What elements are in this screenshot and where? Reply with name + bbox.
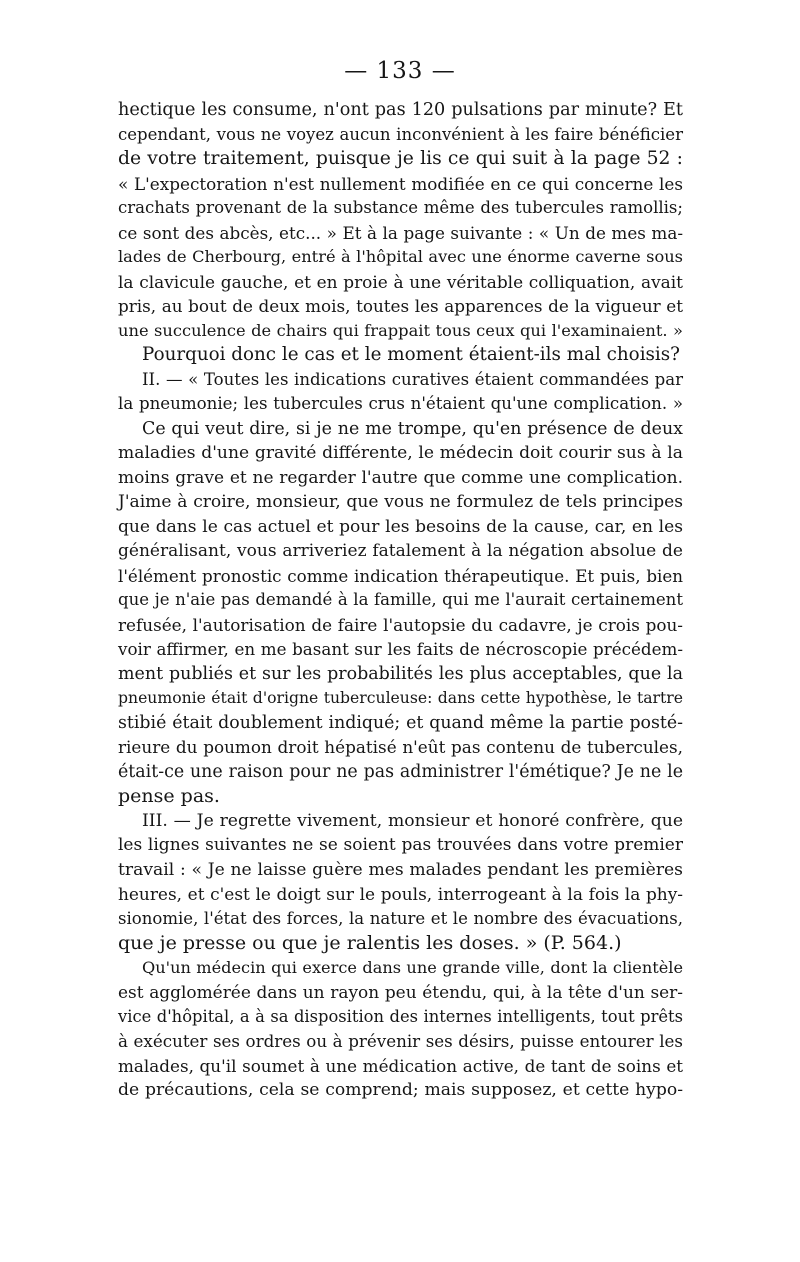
text-line: pense pas. [118, 785, 220, 807]
text-line: III. — Je regrette vivement, monsieur et honoré confrère, que [142, 810, 683, 831]
text-line: crachats provenant de la substance même des tubercules ramollis; [118, 198, 683, 217]
text-line: est agglomérée dans un rayon peu étendu, qui, à la tête d'un ser- [118, 982, 683, 1002]
text-line: lades de Cherbourg, entré à l'hôpital avec une énorme caverne sous [118, 247, 683, 266]
text-line: sionomie, l'état des forces, la nature et le nombre des évacuations, [118, 908, 683, 928]
text-line: travail : « Je ne laisse guère mes malades pendant les premières [118, 859, 683, 880]
text-line: à exécuter ses ordres ou à prévenir ses désirs, puisse entourer les [118, 1031, 683, 1051]
text-line: II. — « Toutes les indications curatives étaient commandées par [142, 369, 683, 389]
text-line: voir affirmer, en me basant sur les faits de nécroscopie précédem- [118, 639, 683, 659]
text-line: malades, qu'il soumet à une médication active, de tant de soins et [118, 1055, 683, 1076]
text-line: que je presse ou que je ralentis les doses. » (P. 564.) [118, 932, 622, 954]
text-line: de précautions, cela se comprend; mais supposez, et cette hypo- [118, 1080, 683, 1100]
text-line: Pourquoi donc le cas et le moment étaient-ils mal choisis? [142, 344, 680, 365]
text-line: rieure du poumon droit hépatisé n'eût pas contenu de tubercules, [118, 737, 683, 757]
body-text [118, 98, 683, 1103]
text-line: heures, et c'est le doigt sur le pouls, interrogeant à la fois la phy- [118, 884, 683, 904]
text-line: Qu'un médecin qui exerce dans une grande ville, dont la clientèle [142, 957, 683, 977]
text-line: Ce qui veut dire, si je ne me trompe, qu'en présence de deux [142, 418, 683, 439]
text-line: hectique les consume, n'ont pas 120 pulsations par minute? Et [118, 100, 683, 120]
text-line: « L'expectoration n'est nullement modifiée en ce qui concerne les [118, 173, 683, 194]
text-line: de votre traitement, puisque je lis ce qui suit à la page 52 : [118, 148, 683, 169]
text-line: moins grave et ne regarder l'autre que comme une complication. [118, 467, 683, 488]
text-line: pneumonie était d'origne tuberculeuse: dans cette hypothèse, le tartre [118, 688, 683, 707]
text-line: une succulence de chairs qui frappait tous ceux qui l'examinaient. » [118, 320, 683, 340]
text-line: J'aime à croire, monsieur, que vous ne formulez de tels principes [118, 492, 683, 512]
text-line: était-ce une raison pour ne pas administrer l'émétique? Je ne le [118, 761, 683, 782]
text-line: généralisant, vous arriveriez fatalement à la négation absolue de [118, 541, 683, 561]
text-line: maladies d'une gravité différente, le médecin doit courir sus à la [118, 443, 683, 463]
text-line: pris, au bout de deux mois, toutes les apparences de la vigueur et [118, 296, 683, 316]
text-line: la pneumonie; les tubercules crus n'étaient qu'une complication. » [118, 394, 683, 413]
text-line: que je n'aie pas demandé à la famille, qui me l'aurait certainement [118, 590, 683, 609]
text-line: cependant, vous ne voyez aucun inconvénient à les faire bénéficier [118, 124, 683, 144]
text-line: vice d'hôpital, a à sa disposition des internes intelligents, tout prêts [118, 1006, 683, 1026]
text-line: ce sont des abcès, etc... » Et à la page suivante : « Un de mes ma- [118, 222, 683, 243]
text-line: que dans le cas actuel et pour les besoins de la cause, car, en les [118, 516, 683, 537]
text-line: les lignes suivantes ne se soient pas trouvées dans votre premier [118, 835, 683, 855]
text-line: refusée, l'autorisation de faire l'autopsie du cadavre, je crois pou- [118, 614, 683, 635]
text-line: la clavicule gauche, et en proie à une véritable colliquation, avait [118, 271, 683, 292]
page-number: — 133 — [344, 58, 456, 84]
text-line: ment publiés et sur les probabilités les plus acceptables, que la [118, 663, 683, 684]
text-line: stibié était doublement indiqué; et quand même la partie posté- [118, 712, 683, 733]
text-line: l'élément pronostic comme indication thérapeutique. Et puis, bien [118, 565, 683, 586]
